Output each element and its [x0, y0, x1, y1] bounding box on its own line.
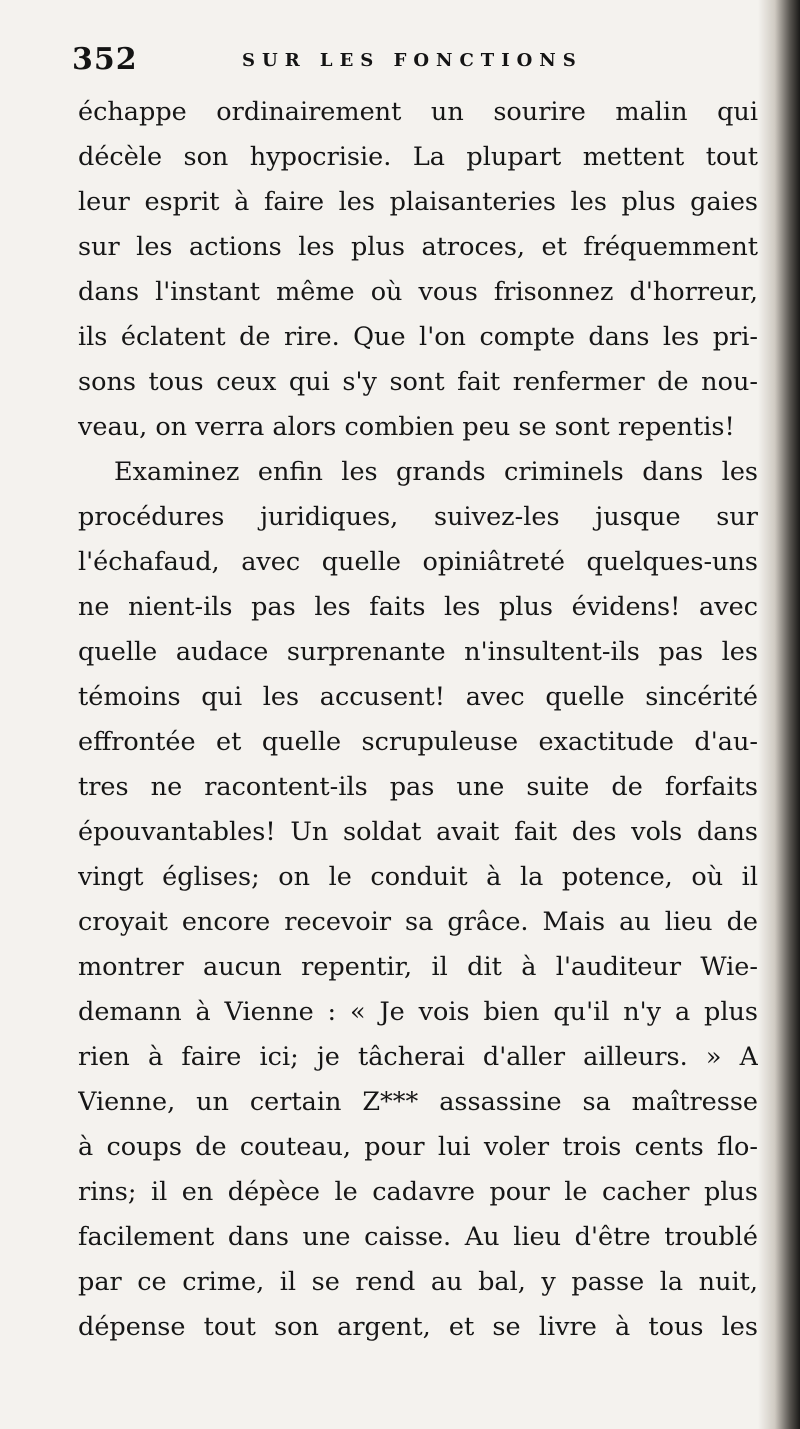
text-line: ne nient-ils pas les faits les plus évidens! avec — [78, 592, 758, 622]
text-line: par ce crime, il se rend au bal, y passe la nuit, — [78, 1267, 758, 1297]
text-line: dans l'instant même où vous frisonnez d'horreur, — [78, 277, 758, 307]
text-line: leur esprit à faire les plaisanteries les plus gaies — [78, 187, 758, 217]
page-number: 352 — [72, 42, 138, 77]
text-line: rins; il en dépèce le cadavre pour le cacher plus — [78, 1177, 758, 1207]
text-line: rien à faire ici; je tâcherai d'aller ailleurs. » A — [78, 1042, 758, 1072]
text-line: Vienne, un certain Z*** assassine sa maîtresse — [78, 1087, 758, 1117]
text-line: échappe ordinairement un sourire malin qui — [78, 97, 758, 127]
text-line: sur les actions les plus atroces, et fréquemment — [78, 232, 758, 262]
text-line: à coups de couteau, pour lui voler trois cents flo- — [78, 1132, 758, 1162]
text-line: facilement dans une caisse. Au lieu d'être troublé — [78, 1222, 758, 1252]
text-line: décèle son hypocrisie. La plupart mettent tout — [78, 142, 758, 172]
text-line: vingt églises; on le conduit à la potence, où il — [78, 862, 758, 892]
text-line: dépense tout son argent, et se livre à tous les — [78, 1312, 758, 1342]
body-text — [78, 90, 758, 1350]
text-line: ils éclatent de rire. Que l'on compte dans les pri- — [78, 322, 758, 352]
text-line: montrer aucun repentir, il dit à l'auditeur Wie- — [78, 952, 758, 982]
text-line: veau, on verra alors combien peu se sont repentis! — [78, 412, 735, 442]
text-line: effrontée et quelle scrupuleuse exactitude d'au- — [78, 727, 758, 757]
text-line: l'échafaud, avec quelle opiniâtreté quelques-uns — [78, 547, 758, 577]
text-line: demann à Vienne : « Je vois bien qu'il n'y a plus — [78, 997, 758, 1027]
text-line: Examinez enfin les grands criminels dans les — [114, 457, 758, 487]
text-line: sons tous ceux qui s'y sont fait renfermer de nou- — [78, 367, 758, 397]
text-line: tres ne racontent-ils pas une suite de forfaits — [78, 772, 758, 802]
text-line: procédures juridiques, suivez-les jusque sur — [78, 502, 758, 532]
text-line: croyait encore recevoir sa grâce. Mais au lieu de — [78, 907, 758, 937]
running-head: SUR LES FONCTIONS — [242, 50, 583, 71]
text-line: quelle audace surprenante n'insultent-ils pas les — [78, 637, 758, 667]
page-header — [72, 42, 762, 82]
page-binding-shadow — [758, 0, 800, 1429]
text-line: témoins qui les accusent! avec quelle sincérité — [78, 682, 758, 712]
text-line: épouvantables! Un soldat avait fait des vols dans — [78, 817, 758, 847]
